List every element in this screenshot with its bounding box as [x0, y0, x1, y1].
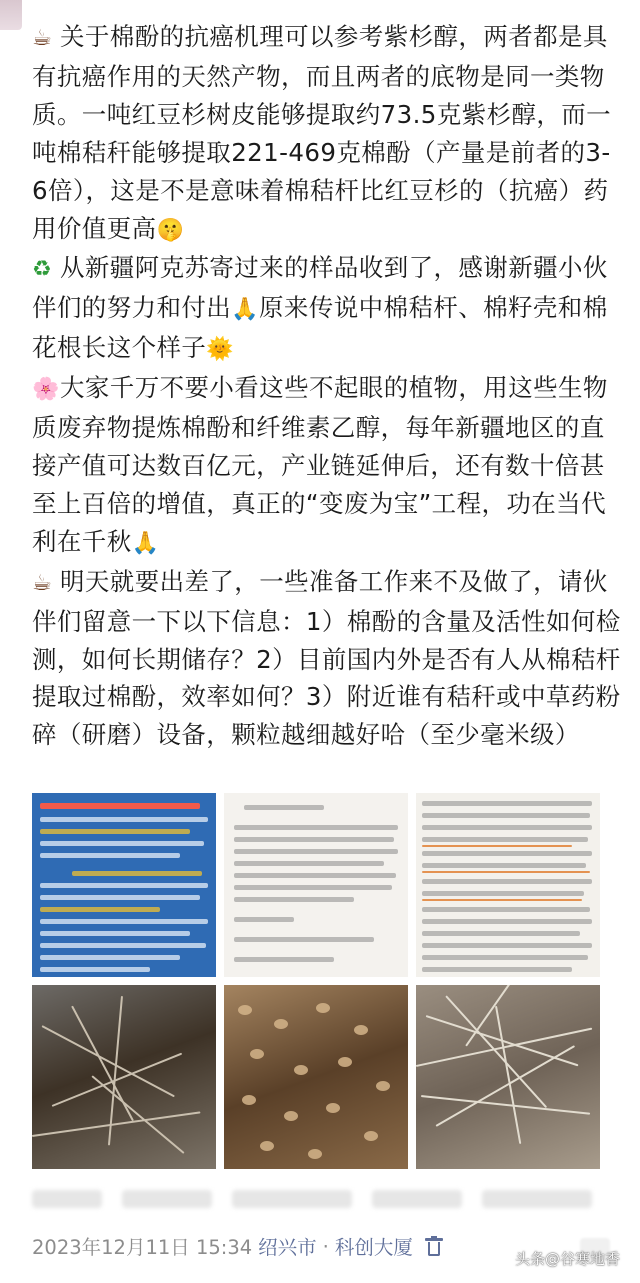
paragraph-text: 原来传说中棉秸杆、棉籽壳和棉花根长这个样子 [32, 293, 608, 363]
avatar[interactable] [0, 0, 22, 30]
watermark: 头条@谷寒地香 [514, 1250, 620, 1268]
paragraph-2 [32, 249, 622, 369]
flower-icon: 🌸 [32, 377, 60, 403]
location-place[interactable]: 科创大厦 [334, 1236, 413, 1259]
photo-cottonseed-hulls[interactable] [224, 985, 408, 1169]
paragraph-3 [32, 369, 622, 563]
photo-document-blue[interactable] [32, 793, 216, 977]
photo-cotton-stalks[interactable] [32, 985, 216, 1169]
post-body [32, 18, 622, 754]
pray-emoji-icon: 🙏 [231, 297, 259, 323]
post-datetime: 2023年12月11日 15:34 [32, 1236, 253, 1259]
paragraph-text: 大家千万不要小看这些不起眼的植物，用这些生物质废弃物提炼棉酚和纤维素乙醇，每年新疆地区的直接产值可达数百亿元，产业链延伸后，还有数十倍甚至上百倍的增值，真正的“变废为宝”工程，功在当代利在千秋 [32, 373, 608, 556]
sun-emoji-icon: 🌞 [206, 337, 235, 363]
paragraph-4 [32, 563, 622, 755]
photo-document-article[interactable] [224, 793, 408, 977]
shush-emoji-icon: 🤫 [156, 217, 185, 243]
liked-by-row [32, 1184, 600, 1214]
pray-emoji-icon: 🙏 [131, 530, 160, 556]
paragraph-1 [32, 18, 622, 249]
paragraph-text: 从新疆阿克苏寄过来的样品收到了，感谢新疆小伙伴们的努力和付出 [32, 253, 608, 323]
paragraph-text: 明天就要出差了，一些准备工作来不及做了，请伙伴们留意一下以下信息：1）棉酚的含量及活性如何检测，如何长期储存？2）目前国内外是否有人从棉秸杆提取过棉酚，效率如何？3）附近谁有秸秆或中草药粉碎（研磨）设备，颗粒越细越好哈（至少毫米级） [32, 566, 621, 750]
location-separator: · [322, 1234, 329, 1258]
recycle-icon: ♻ [32, 257, 53, 283]
location-city[interactable]: 绍兴市 [258, 1236, 317, 1259]
paragraph-text: 关于棉酚的抗癌机理可以参考紫杉醇，两者都是具有抗癌作用的天然产物，而且两者的底物是同一类物质。一吨红豆杉树皮能够提取约73.5克紫杉醇，而一吨棉秸秆能够提取221-469克棉酚（产量是前者的3-6倍），这是不是意味着棉秸杆比红豆杉的（抗癌）药用价值更高 [32, 22, 612, 243]
coffee-icon: ☕ [32, 26, 53, 51]
photo-cotton-roots[interactable] [416, 985, 600, 1169]
trash-icon[interactable] [425, 1236, 443, 1256]
coffee-icon: ☕ [32, 570, 53, 596]
photo-grid [32, 793, 600, 1169]
photo-document-highlighted[interactable] [416, 793, 600, 977]
post-meta [32, 1230, 443, 1262]
